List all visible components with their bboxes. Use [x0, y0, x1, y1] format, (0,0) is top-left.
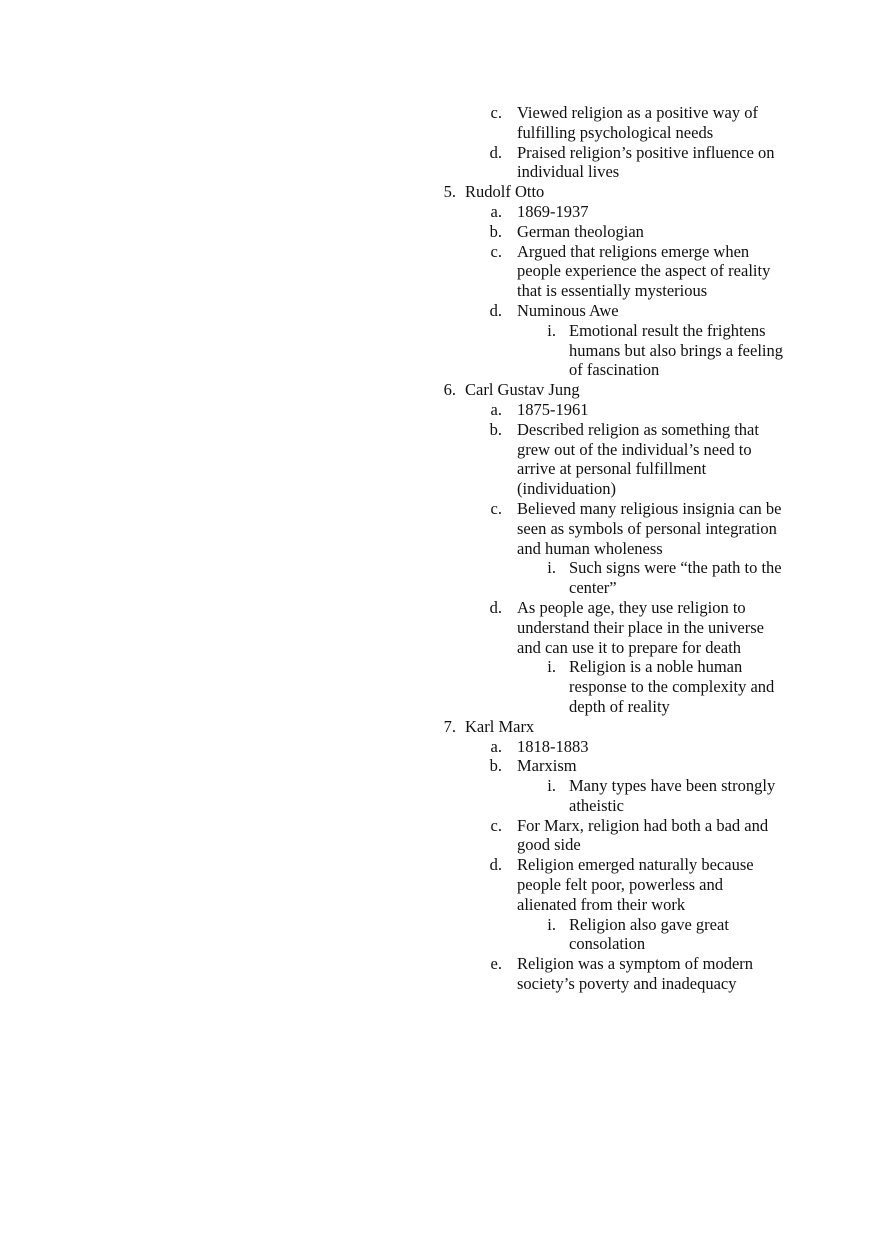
outline-marker: i. — [547, 776, 556, 796]
outline-marker: b. — [489, 221, 502, 241]
outline-text: German theologian — [517, 221, 644, 241]
outline-item — [438, 915, 783, 955]
outline-text: Religion was a symptom of modern society’s poverty and inadequacy — [517, 954, 754, 994]
outline-text: Argued that religions emerge when people experience the aspect of reality that is essentially mysterious — [517, 241, 771, 301]
outline-marker: i. — [547, 657, 556, 677]
outline-text: Described religion as something that grew out of the individual’s need to arrive at personal fulfillment (individuation) — [517, 419, 759, 499]
outline-item — [438, 657, 783, 716]
outline-text: Rudolf Otto — [465, 182, 545, 202]
outline-text: Many types have been strongly atheistic — [569, 776, 776, 815]
outline-marker: a. — [490, 201, 502, 221]
outline-text: Religion also gave great consolation — [569, 914, 729, 954]
outline-text: Karl Marx — [465, 716, 535, 736]
outline-marker: d. — [489, 597, 502, 617]
outline-item — [438, 222, 783, 242]
outline-marker: c. — [490, 815, 502, 835]
outline-item — [438, 380, 783, 400]
outline-text: Emotional result the frightens humans but also brings a feeling of fascination — [569, 320, 784, 380]
outline-marker: c. — [490, 103, 502, 122]
outline-marker: d. — [489, 142, 502, 162]
outline-text: 1875-1961 — [517, 399, 589, 419]
outline-item — [438, 816, 783, 856]
outline-marker: i. — [547, 320, 556, 340]
outline-item — [438, 558, 783, 598]
outline-marker: 5. — [443, 182, 456, 202]
outline-marker: d. — [489, 855, 502, 875]
outline-list — [438, 103, 783, 994]
outline-marker: 7. — [443, 716, 456, 736]
outline-item — [438, 103, 783, 143]
outline-marker: i. — [547, 558, 556, 578]
outline-marker: 6. — [443, 380, 456, 400]
outline-marker: b. — [489, 756, 502, 776]
outline-item — [438, 598, 783, 657]
outline-marker: c. — [490, 498, 502, 518]
outline-marker: e. — [490, 954, 502, 974]
outline-text: Numinous Awe — [517, 300, 619, 320]
outline-marker: i. — [547, 914, 556, 934]
outline-item — [438, 776, 783, 816]
outline-text: For Marx, religion had both a bad and good side — [517, 815, 769, 855]
outline-item — [438, 420, 783, 499]
outline-text: 1869-1937 — [517, 201, 589, 221]
outline-text: Praised religion’s positive influence on individual lives — [517, 142, 775, 182]
outline-item — [438, 717, 783, 737]
outline-marker: a. — [490, 736, 502, 756]
outline-item — [438, 143, 783, 183]
outline-item — [438, 321, 783, 380]
outline-text: Such signs were “the path to the center” — [569, 558, 782, 598]
outline-item — [438, 499, 783, 558]
outline-text: Believed many religious insignia can be seen as symbols of personal integration and human wholeness — [517, 498, 782, 558]
outline-item — [438, 242, 783, 301]
outline-text: 1818-1883 — [517, 736, 589, 756]
outline-marker: d. — [489, 300, 502, 320]
outline-text: Religion is a noble human response to the complexity and depth of reality — [569, 657, 775, 716]
outline-text: Marxism — [517, 756, 577, 776]
outline-item — [438, 400, 783, 420]
outline-text: Carl Gustav Jung — [465, 380, 580, 400]
outline-marker: c. — [490, 241, 502, 261]
outline-item — [438, 182, 783, 202]
outline-item — [438, 756, 783, 776]
outline-item — [438, 202, 783, 222]
outline-item — [438, 855, 783, 914]
outline-text: As people age, they use religion to understand their place in the universe and can use it to prepare for death — [517, 597, 764, 657]
outline-marker: a. — [490, 399, 502, 419]
outline-marker: b. — [489, 419, 502, 439]
outline-text: Viewed religion as a positive way of fulfilling psychological needs — [517, 103, 758, 142]
outline-item — [438, 737, 783, 757]
outline-text: Religion emerged naturally because people felt poor, powerless and alienated from their work — [517, 855, 754, 914]
outline-item — [438, 954, 783, 994]
outline-item — [438, 301, 783, 321]
